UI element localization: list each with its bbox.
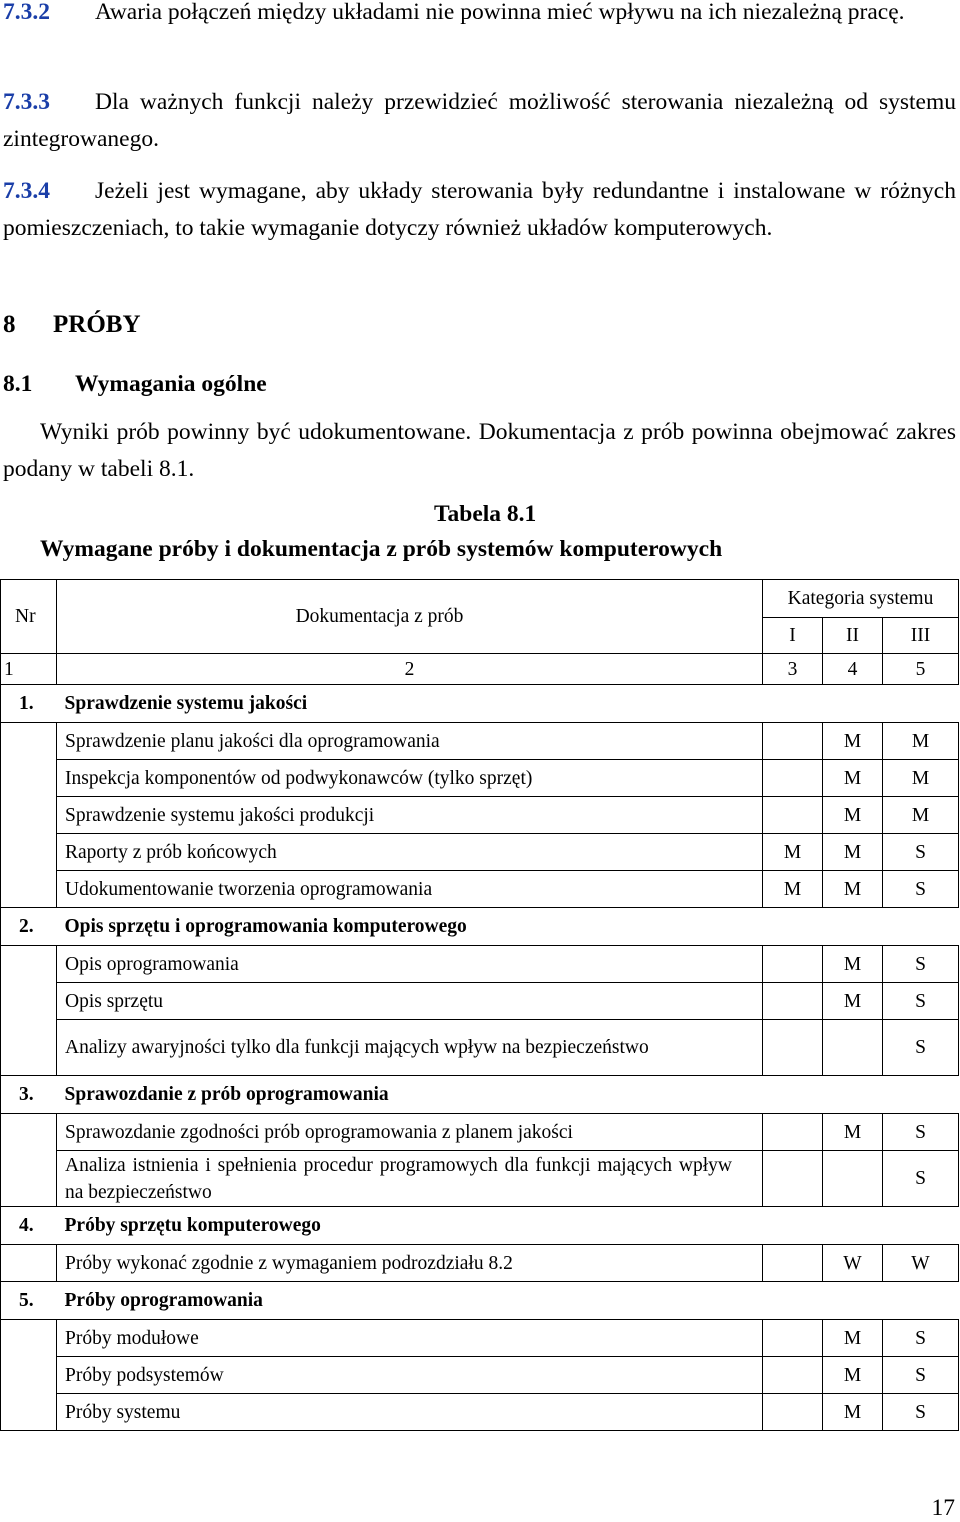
table-title: Wymagane próby i dokumentacja z prób systemów komputerowych (40, 536, 723, 562)
header-doc: Dokumentacja z prób (57, 580, 763, 654)
item-text: Próby podsystemów (57, 1357, 763, 1394)
indent-cell (1, 983, 57, 1020)
heading-text: Wymagania ogólne (75, 371, 267, 397)
header-cat-1: I (763, 618, 823, 654)
category-i-value (763, 983, 823, 1020)
indent-cell (1, 723, 57, 760)
category-ii-value: M (823, 871, 883, 908)
category-iii-value: S (883, 1357, 959, 1394)
table-row (1, 1245, 959, 1282)
item-text: Udokumentowanie tworzenia oprogramowania (57, 871, 763, 908)
table-row (1, 1114, 959, 1151)
section-title: Sprawozdanie z prób oprogramowania (57, 1076, 959, 1114)
item-text: Opis sprzętu (57, 983, 763, 1020)
table-row (1, 983, 959, 1020)
table-row (1, 871, 959, 908)
item-text: Sprawdzenie planu jakości dla oprogramowania (57, 723, 763, 760)
category-ii-value: M (823, 1114, 883, 1151)
category-ii-value: M (823, 1320, 883, 1357)
table-row (1, 723, 959, 760)
paragraph-text: Awaria połączeń między układami nie powinna mieć wpływu na ich niezależną pracę. (95, 0, 905, 25)
indent-cell (1, 946, 57, 983)
category-iii-value: W (883, 1245, 959, 1282)
section-row (1, 1207, 959, 1245)
heading-2 (3, 366, 267, 403)
category-i-value (763, 946, 823, 983)
indent-cell (1, 834, 57, 871)
colnum-4: 4 (823, 654, 883, 685)
heading-1 (3, 306, 141, 343)
category-iii-value: M (883, 797, 959, 834)
heading-text: PRÓBY (53, 311, 141, 338)
item-text: Analizy awaryjności tylko dla funkcji mających wpływ na bezpieczeństwo (57, 1020, 763, 1076)
section-number: 5. (1, 1282, 57, 1320)
category-iii-value: S (883, 983, 959, 1020)
category-ii-value: M (823, 723, 883, 760)
item-text: Analiza istnienia i spełnienia procedur programowych dla funkcji mających wpływ na bezpieczeństwo (57, 1151, 763, 1207)
header-cat-2: II (823, 618, 883, 654)
category-ii-value (823, 1151, 883, 1207)
category-ii-value: M (823, 760, 883, 797)
section-number: 1. (1, 685, 57, 723)
indent-cell (1, 1020, 57, 1076)
category-i-value (763, 1114, 823, 1151)
category-i-value (763, 1394, 823, 1431)
requirements-table (0, 579, 959, 1431)
category-iii-value: S (883, 834, 959, 871)
category-ii-value: M (823, 834, 883, 871)
category-ii-value (823, 1020, 883, 1076)
item-text: Raporty z prób końcowych (57, 834, 763, 871)
section-number: 3. (1, 1076, 57, 1114)
category-ii-value: M (823, 983, 883, 1020)
table-row (1, 1394, 959, 1431)
column-numbers-row (1, 654, 959, 685)
table-row (1, 1320, 959, 1357)
paragraph-7-3-3 (3, 84, 956, 158)
category-i-value (763, 1151, 823, 1207)
category-iii-value: S (883, 1020, 959, 1076)
section-number: 4. (1, 1207, 57, 1245)
category-ii-value: W (823, 1245, 883, 1282)
table-row (1, 1357, 959, 1394)
colnum-5: 5 (883, 654, 959, 685)
header-category: Kategoria systemu (763, 580, 959, 618)
category-iii-value: M (883, 760, 959, 797)
paragraph-text: Dla ważnych funkcji należy przewidzieć możliwość sterowania niezależną od systemu zintegrowanego. (3, 89, 956, 152)
page-number: 17 (931, 1495, 955, 1521)
paragraph-number: 7.3.2 (3, 0, 50, 25)
section-title: Sprawdzenie systemu jakości (57, 685, 959, 723)
indent-cell (1, 1320, 57, 1357)
indent-cell (1, 1151, 57, 1207)
indent-cell (1, 1245, 57, 1282)
indent-cell (1, 871, 57, 908)
indent-cell (1, 1394, 57, 1431)
colnum-2: 2 (57, 654, 763, 685)
category-i-value (763, 723, 823, 760)
table-row (1, 834, 959, 871)
item-text: Sprawozdanie zgodności prób oprogramowania z planem jakości (57, 1114, 763, 1151)
section-row (1, 908, 959, 946)
heading-number: 8.1 (3, 371, 33, 397)
indent-cell (1, 1114, 57, 1151)
item-text: Opis oprogramowania (57, 946, 763, 983)
table-row (1, 760, 959, 797)
table-row (1, 1020, 959, 1076)
category-i-value (763, 760, 823, 797)
item-text: Sprawdzenie systemu jakości produkcji (57, 797, 763, 834)
indent-cell (1, 1357, 57, 1394)
category-ii-value: M (823, 1357, 883, 1394)
category-iii-value: M (883, 723, 959, 760)
item-text: Inspekcja komponentów od podwykonawców (tylko sprzęt) (57, 760, 763, 797)
category-iii-value: S (883, 1151, 959, 1207)
category-ii-value: M (823, 1394, 883, 1431)
category-iii-value: S (883, 871, 959, 908)
category-ii-value: M (823, 946, 883, 983)
category-iii-value: S (883, 946, 959, 983)
indent-cell (1, 797, 57, 834)
category-i-value: M (763, 834, 823, 871)
table-label: Tabela 8.1 (434, 501, 537, 527)
section-row (1, 1282, 959, 1320)
section-title: Opis sprzętu i oprogramowania komputerowego (57, 908, 959, 946)
paragraph-number: 7.3.4 (3, 178, 50, 204)
paragraph-text: Jeżeli jest wymagane, aby układy sterowania były redundantne i instalowane w różnych pomieszczeniach, to takie wymaganie dotyczy również układów komputerowych. (3, 178, 956, 241)
header-cat-3: III (883, 618, 959, 654)
table-row (1, 946, 959, 983)
category-i-value (763, 1320, 823, 1357)
section-title: Próby sprzętu komputerowego (57, 1207, 959, 1245)
header-nr: Nr (1, 580, 57, 654)
item-text: Próby systemu (57, 1394, 763, 1431)
category-iii-value: S (883, 1320, 959, 1357)
table-row (1, 797, 959, 834)
colnum-3: 3 (763, 654, 823, 685)
heading-number: 8 (3, 311, 16, 338)
category-i-value (763, 797, 823, 834)
item-text: Próby modułowe (57, 1320, 763, 1357)
category-i-value (763, 1020, 823, 1076)
category-iii-value: S (883, 1114, 959, 1151)
item-text: Próby wykonać zgodnie z wymaganiem podrozdziału 8.2 (57, 1245, 763, 1282)
table-row (1, 1151, 959, 1207)
paragraph-7-3-2 (3, 0, 956, 31)
category-ii-value: M (823, 797, 883, 834)
section-row (1, 685, 959, 723)
section-row (1, 1076, 959, 1114)
intro-paragraph: Wyniki prób powinny być udokumentowane. Dokumentacja z prób powinna obejmować zakres podany w tabeli 8.1. (3, 419, 956, 482)
category-i-value: M (763, 871, 823, 908)
category-i-value (763, 1245, 823, 1282)
section-title: Próby oprogramowania (57, 1282, 959, 1320)
category-i-value (763, 1357, 823, 1394)
paragraph-number: 7.3.3 (3, 89, 50, 115)
category-iii-value: S (883, 1394, 959, 1431)
colnum-1: 1 (1, 654, 57, 685)
indent-cell (1, 760, 57, 797)
paragraph-7-3-4 (3, 173, 956, 247)
section-number: 2. (1, 908, 57, 946)
